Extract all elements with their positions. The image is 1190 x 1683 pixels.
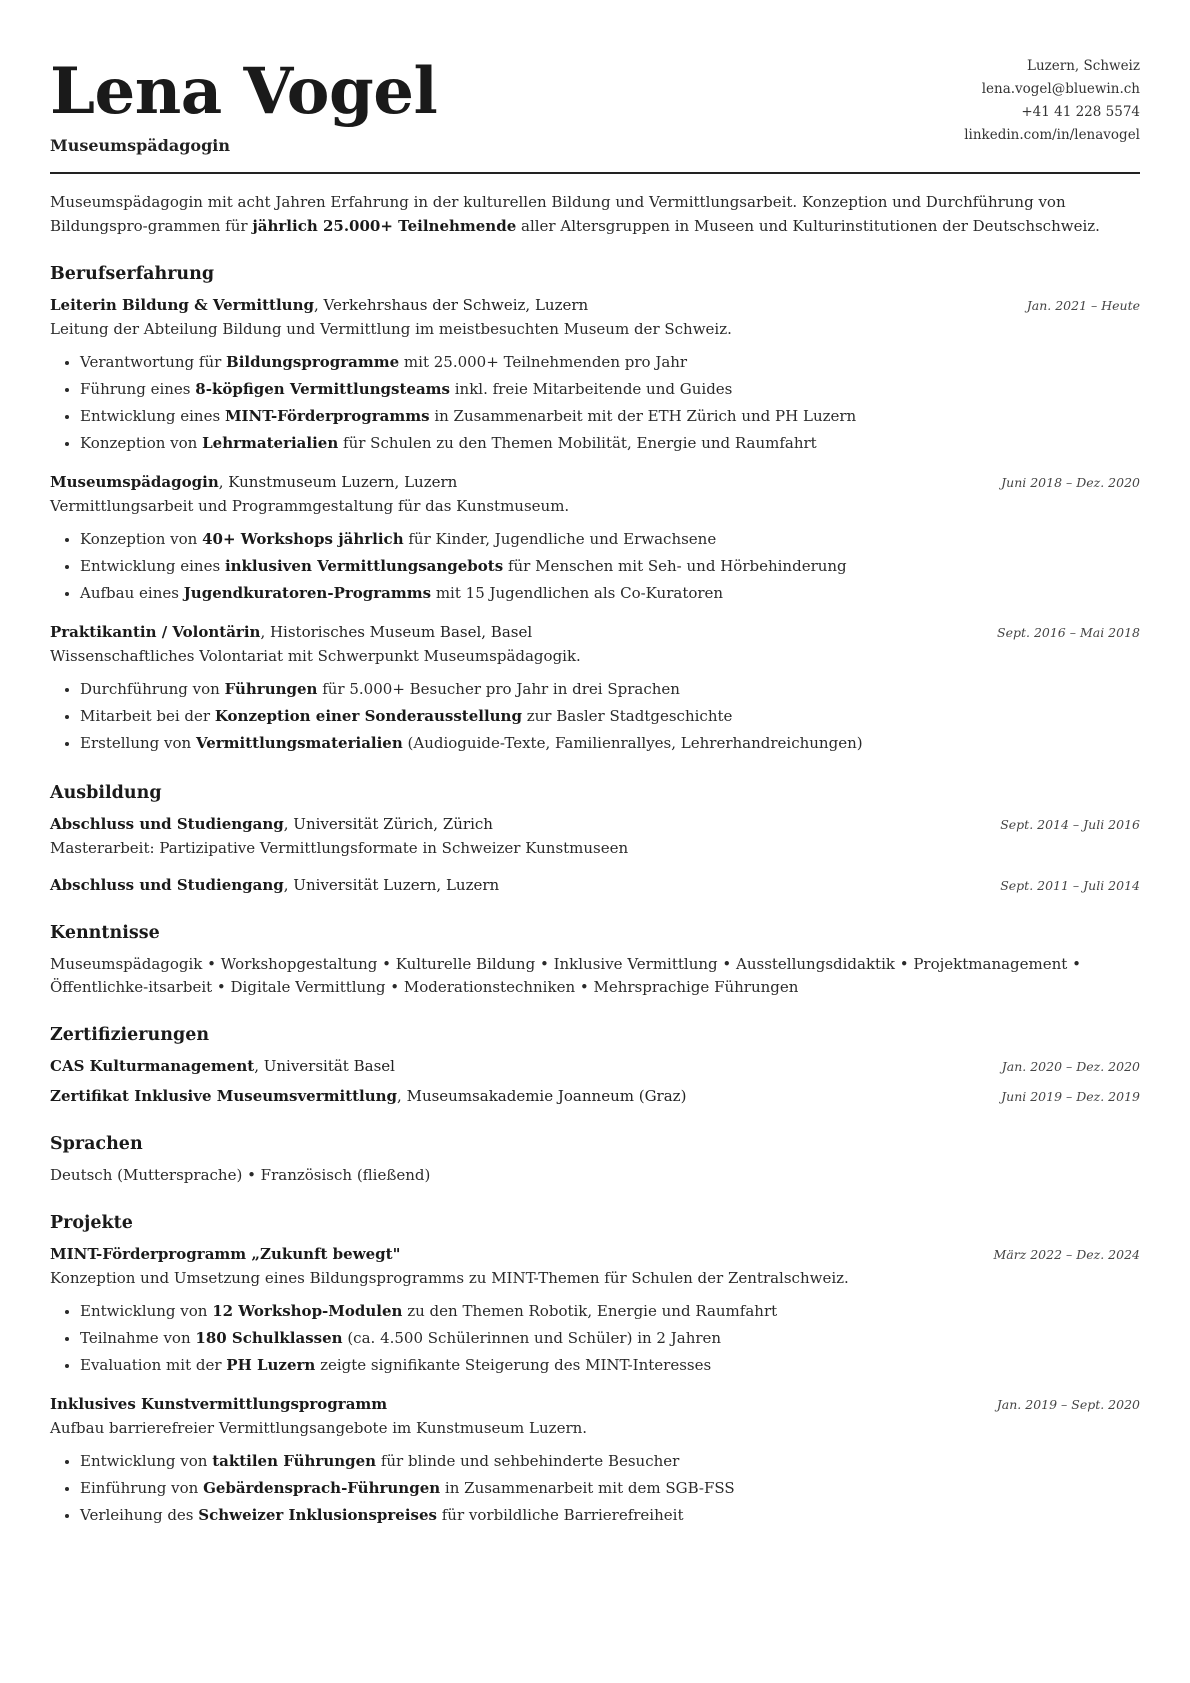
bullet-text: (ca. 4.500 Schülerinnen und Schüler) in 2 Jahren — [342, 1329, 722, 1347]
entry-header — [50, 621, 1140, 644]
bullet-text: Entwicklung von — [80, 1302, 213, 1320]
bullet-highlight: 12 Workshop-Modulen — [212, 1302, 403, 1320]
bullet-highlight: PH Luzern — [226, 1356, 316, 1374]
bullet-text: Entwicklung eines — [80, 557, 225, 575]
contact-phone[interactable]: +41 41 228 5574 — [1021, 104, 1140, 120]
entry-org: , Universität Basel — [254, 1057, 395, 1075]
entry-date: Jan. 2021 – Heute — [1026, 298, 1140, 313]
experience-entry — [50, 621, 1140, 757]
project-name: Inklusives Kunstvermittlungsprogramm — [50, 1395, 388, 1413]
entry-description: Aufbau barrierefreier Vermittlungsangebote im Kunstmuseum Luzern. — [50, 1419, 588, 1437]
entry-description: Wissenschaftliches Volontariat mit Schwerpunkt Museumspädagogik. — [50, 647, 581, 665]
bullet-text: Durchführung von — [80, 680, 225, 698]
job-title: Museumspädagogin — [50, 136, 230, 155]
bullet-text: Führung eines — [80, 380, 196, 398]
entry-description: Leitung der Abteilung Bildung und Vermittlung im meistbesuchten Museum der Schweiz. — [50, 320, 732, 338]
entry-header — [50, 1393, 1140, 1416]
entry-date: Jan. 2020 – Dez. 2020 — [1001, 1059, 1140, 1074]
bullet-text: Erstellung von — [80, 734, 196, 752]
bullet-item — [80, 730, 1140, 757]
section-title-projects: Projekte — [50, 1213, 133, 1233]
candidate-name: Lena Vogel — [50, 54, 438, 129]
entry-org: , Kunstmuseum Luzern, Luzern — [218, 473, 458, 491]
bullet-item — [80, 1298, 1140, 1325]
education-entry — [50, 874, 1140, 897]
entry-heading — [50, 471, 457, 494]
entry-role: Abschluss und Studiengang — [50, 876, 284, 894]
section-title-skills: Kenntnisse — [50, 923, 160, 943]
bullet-item — [80, 376, 1140, 403]
bullet-item — [80, 703, 1140, 730]
entry-bullet-list — [50, 1298, 1140, 1379]
bullet-text: mit 15 Jugendlichen als Co-Kuratoren — [431, 584, 724, 602]
bullet-text: Entwicklung eines — [80, 407, 225, 425]
bullet-text: für blinde und sehbehinderte Besucher — [376, 1452, 680, 1470]
bullet-text: Mitarbeit bei der — [80, 707, 215, 725]
resume-header — [50, 55, 1140, 155]
bullet-item — [80, 430, 1140, 457]
bullet-highlight: 40+ Workshops jährlich — [202, 530, 404, 548]
summary-text-end: aller Altersgruppen in Museen und Kulturinstitutionen der Deutschschweiz. — [516, 217, 1100, 235]
entry-header — [50, 471, 1140, 494]
section-title-certifications: Zertifizierungen — [50, 1025, 210, 1045]
bullet-highlight: Führungen — [224, 680, 318, 698]
bullet-text: mit 25.000+ Teilnehmenden pro Jahr — [399, 353, 688, 371]
entry-bullet-list — [50, 676, 1140, 757]
certification-entry — [50, 1085, 1140, 1108]
summary-highlight: jährlich 25.000+ Teilnehmende — [252, 217, 517, 235]
entry-org: , Historisches Museum Basel, Basel — [260, 623, 533, 641]
certification-entry — [50, 1055, 1140, 1078]
education-entry — [50, 813, 1140, 860]
entry-date: Sept. 2016 – Mai 2018 — [997, 625, 1140, 640]
header-divider — [50, 172, 1140, 174]
bullet-highlight: Schweizer Inklusionspreises — [198, 1506, 437, 1524]
contact-email[interactable]: lena.vogel@bluewin.ch — [981, 81, 1140, 97]
entry-bullet-list — [50, 526, 1140, 607]
bullet-text: für Menschen mit Seh- und Hörbehinderung — [503, 557, 847, 575]
bullet-text: Konzeption von — [80, 434, 203, 452]
summary-text: Museumspädagogin mit acht Jahren Erfahrung in der kulturellen Bildung und Vermittlungsarbeit. Konzeption und Durchführung von Bildungspro-grammen für — [50, 193, 1066, 235]
entry-date: Juni 2019 – Dez. 2019 — [1001, 1089, 1140, 1104]
contact-linkedin[interactable]: linkedin.com/in/lenavogel — [964, 127, 1140, 143]
bullet-highlight: taktilen Führungen — [212, 1452, 377, 1470]
bullet-text: für Kinder, Jugendliche und Erwachsene — [403, 530, 717, 548]
bullet-highlight: 180 Schulklassen — [195, 1329, 343, 1347]
bullet-highlight: Vermittlungsmaterialien — [195, 734, 403, 752]
skills-list: Museumspädagogik • Workshopgestaltung • Kulturelle Bildung • Inklusive Vermittlung • Ausstellungsdidaktik • Projektmanagement • Öffentlichke-itsarbeit • Digitale Vermittlung • Moderationstechniken • Mehrsprachige Führungen — [50, 955, 1081, 996]
entry-header — [50, 1055, 1140, 1078]
bullet-item — [80, 526, 1140, 553]
name-block — [50, 55, 437, 155]
entry-heading — [50, 621, 532, 644]
project-entry — [50, 1393, 1140, 1529]
bullet-text: Verantwortung für — [80, 353, 227, 371]
entry-org: , Universität Zürich, Zürich — [283, 815, 493, 833]
entry-header — [50, 294, 1140, 317]
bullet-highlight: Gebärdensprach-Führungen — [203, 1479, 441, 1497]
section-title-education: Ausbildung — [50, 783, 162, 803]
bullet-highlight: inklusiven Vermittlungsangebots — [224, 557, 504, 575]
entry-heading — [50, 874, 499, 897]
summary-paragraph — [50, 190, 1140, 238]
contact-block — [964, 55, 1140, 147]
bullet-item — [80, 553, 1140, 580]
project-entry — [50, 1243, 1140, 1379]
bullet-text: Teilnahme von — [80, 1329, 196, 1347]
bullet-item — [80, 1502, 1140, 1529]
bullet-text: in Zusammenarbeit mit dem SGB-FSS — [440, 1479, 735, 1497]
bullet-highlight: Bildungsprogramme — [226, 353, 400, 371]
entry-description: Masterarbeit: Partizipative Vermittlungsformate in Schweizer Kunstmuseen — [50, 839, 629, 857]
bullet-text: zur Basler Stadtgeschichte — [521, 707, 733, 725]
entry-bullet-list — [50, 349, 1140, 457]
entry-role: Abschluss und Studiengang — [50, 815, 284, 833]
experience-entry — [50, 294, 1140, 457]
languages-list: Deutsch (Muttersprache) • Französisch (fließend) — [50, 1166, 431, 1184]
bullet-highlight: Lehrmaterialien — [202, 434, 339, 452]
bullet-item — [80, 1475, 1140, 1502]
section-title-languages: Sprachen — [50, 1134, 143, 1154]
bullet-text: Evaluation mit der — [80, 1356, 227, 1374]
bullet-item — [80, 403, 1140, 430]
entry-date: Sept. 2011 – Juli 2014 — [1000, 878, 1140, 893]
bullet-text: Entwicklung von — [80, 1452, 213, 1470]
contact-location: Luzern, Schweiz — [1027, 58, 1140, 74]
bullet-text: Konzeption von — [80, 530, 203, 548]
bullet-highlight: 8-köpfigen Vermittlungsteams — [195, 380, 450, 398]
entry-date: März 2022 – Dez. 2024 — [993, 1247, 1140, 1262]
bullet-text: Einführung von — [80, 1479, 204, 1497]
entry-role: CAS Kulturmanagement — [50, 1057, 255, 1075]
entry-header — [50, 1085, 1140, 1108]
entry-header — [50, 813, 1140, 836]
bullet-highlight: MINT-Förderprogramms — [224, 407, 430, 425]
bullet-text: zu den Themen Robotik, Energie und Raumfahrt — [402, 1302, 778, 1320]
bullet-text: für Schulen zu den Themen Mobilität, Energie und Raumfahrt — [338, 434, 817, 452]
entry-date: Juni 2018 – Dez. 2020 — [1001, 475, 1140, 490]
entry-heading — [50, 813, 493, 836]
entry-heading — [50, 1085, 686, 1108]
bullet-item — [80, 349, 1140, 376]
bullet-text: inkl. freie Mitarbeitende und Guides — [449, 380, 733, 398]
entry-role: Zertifikat Inklusive Museumsvermittlung — [50, 1087, 398, 1105]
bullet-text: (Audioguide-Texte, Familienrallyes, Lehrerhandreichungen) — [402, 734, 863, 752]
bullet-highlight: Jugendkuratoren-Programms — [183, 584, 432, 602]
bullet-text: für vorbildliche Barrierefreiheit — [436, 1506, 684, 1524]
bullet-text: Verleihung des — [80, 1506, 199, 1524]
section-title-experience: Berufserfahrung — [50, 264, 215, 284]
bullet-text: in Zusammenarbeit mit der ETH Zürich und PH Luzern — [429, 407, 857, 425]
entry-date: Sept. 2014 – Juli 2016 — [1000, 817, 1140, 832]
entry-role: Museumspädagogin — [50, 473, 219, 491]
entry-org: , Verkehrshaus der Schweiz, Luzern — [313, 296, 589, 314]
entry-description: Vermittlungsarbeit und Programmgestaltung für das Kunstmuseum. — [50, 497, 570, 515]
entry-org: , Museumsakademie Joanneum (Graz) — [397, 1087, 687, 1105]
entry-date: Jan. 2019 – Sept. 2020 — [996, 1397, 1140, 1412]
bullet-item — [80, 1325, 1140, 1352]
entry-heading — [50, 294, 588, 317]
entry-role: Leiterin Bildung & Vermittlung — [50, 296, 314, 314]
entry-org: , Universität Luzern, Luzern — [283, 876, 500, 894]
entry-bullet-list — [50, 1448, 1140, 1529]
experience-entry — [50, 471, 1140, 607]
bullet-text: für 5.000+ Besucher pro Jahr in drei Sprachen — [317, 680, 680, 698]
entry-role: Praktikantin / Volontärin — [50, 623, 261, 641]
bullet-item — [80, 676, 1140, 703]
bullet-item — [80, 1448, 1140, 1475]
entry-heading — [50, 1055, 395, 1078]
bullet-text: zeigte signifikante Steigerung des MINT-Interesses — [315, 1356, 712, 1374]
entry-header — [50, 874, 1140, 897]
entry-header — [50, 1243, 1140, 1266]
bullet-highlight: Konzeption einer Sonderausstellung — [214, 707, 522, 725]
bullet-text: Aufbau eines — [80, 584, 184, 602]
bullet-item — [80, 1352, 1140, 1379]
entry-description: Konzeption und Umsetzung eines Bildungsprogramms zu MINT-Themen für Schulen der Zentralschweiz. — [50, 1269, 849, 1287]
bullet-item — [80, 580, 1140, 607]
project-name: MINT-Förderprogramm „Zukunft bewegt" — [50, 1245, 401, 1263]
